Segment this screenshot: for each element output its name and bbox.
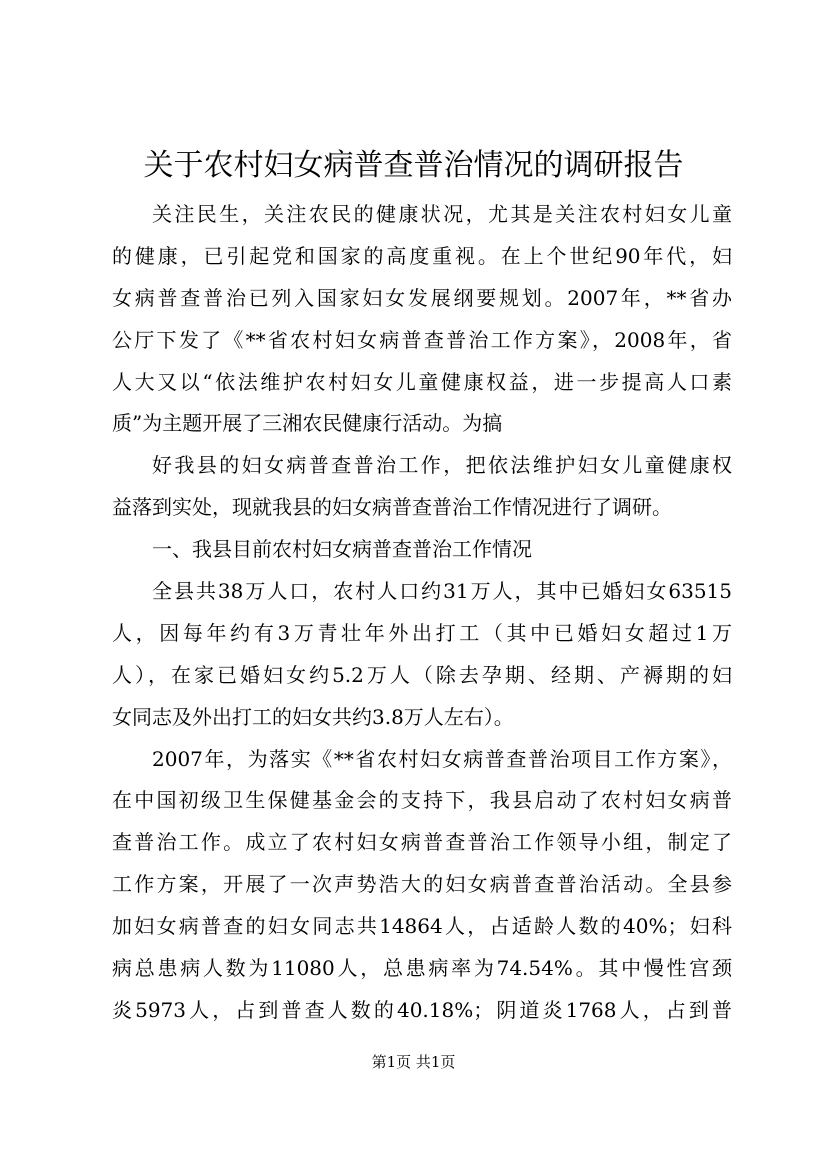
text-line: 在中国初级卫生保健基金会的支持下，我县启动了农村妇女病普 [112, 788, 732, 813]
section-heading: 一、我县目前农村妇女病普查普治工作情况 [152, 537, 532, 562]
text-line: 质”为主题开展了三湘农民健康行活动。为搞 [112, 411, 503, 436]
text-line: 益落到实处，现就我县的妇女病普查普治工作情况进行了调研。 [112, 495, 672, 520]
text-line: 人，因每年约有3万青壮年外出打工（其中已婚妇女超过1万 [112, 620, 732, 645]
text-line: 女同志及外出打工的妇女共约3.8万人左右）。 [112, 704, 514, 729]
text-line: 工作方案，开展了一次声势浩大的妇女病普查普治活动。全县参 [112, 872, 732, 897]
text-line: 关注民生，关注农民的健康状况，尤其是关注农村妇女儿童 [152, 202, 732, 226]
text-line: 好我县的妇女病普查普治工作，把依法维护妇女儿童健康权 [152, 453, 732, 478]
text-line: 人），在家已婚妇女约5.2万人（除去孕期、经期、产褥期的妇 [112, 662, 732, 687]
text-line: 2007年，为落实《**省农村妇女病普查普治项目工作方案》， [152, 746, 732, 771]
text-line: 查普治工作。成立了农村妇女病普查普治工作领导小组，制定了 [112, 830, 732, 855]
text-line: 加妇女病普查的妇女同志共14864人，占适龄人数的40%；妇科 [112, 914, 732, 939]
document-body [112, 194, 732, 1032]
text-line: 的健康，已引起党和国家的高度重视。在上个世纪90年代，妇 [112, 243, 732, 268]
text-line: 公厅下发了《**省农村妇女病普查普治工作方案》，2008年，省 [112, 327, 732, 352]
text-line: 炎5973人，占到普查人数的40.18%；阴道炎1768人，占到普 [112, 997, 732, 1022]
text-line: 人大又以“依法维护农村妇女儿童健康权益，进一步提高人口素 [112, 369, 732, 394]
text-line: 病总患病人数为11080人，总患病率为74.54%。其中慢性宫颈 [112, 956, 732, 981]
document-title: 关于农村妇女病普查普治情况的调研报告 [143, 148, 684, 183]
text-line: 全县共38万人口，农村人口约31万人，其中已婚妇女63515 [152, 579, 732, 604]
page-footer: 第1页 共1页 [371, 1053, 456, 1071]
text-line: 女病普查普治已列入国家妇女发展纲要规划。2007年，**省办 [112, 285, 732, 310]
